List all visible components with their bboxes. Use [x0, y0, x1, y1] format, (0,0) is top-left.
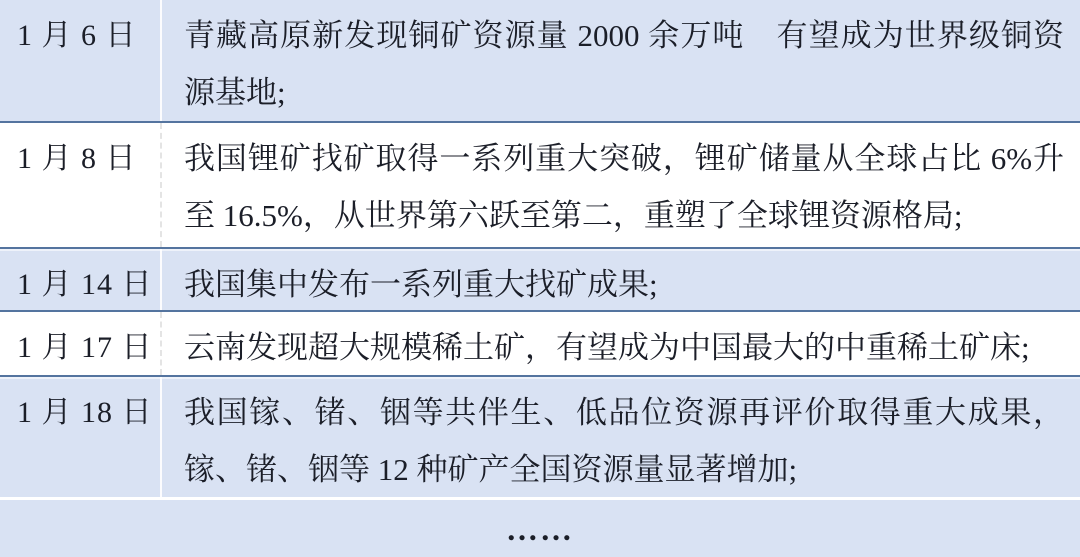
date-cell: 1 月 6 日	[0, 0, 162, 121]
event-cell: 我国锂矿找矿取得一系列重大突破，锂矿储量从全球占比 6%升至 16.5%，从世界第六跃至第二，重塑了全球锂资源格局;	[184, 141, 1064, 233]
table-row	[0, 247, 1080, 310]
ellipsis-text: ……	[506, 511, 574, 547]
table-row-ellipsis	[0, 497, 1080, 557]
event-cell: 青藏高原新发现铜矿资源量 2000 余万吨 有望成为世界级铜资源基地;	[184, 18, 1064, 110]
event-cell: 我国镓、锗、铟等共伴生、低品位资源再评价取得重大成果，镓、锗、铟等 12 种矿产全国资源量显著增加;	[184, 395, 1064, 487]
table-row	[0, 310, 1080, 375]
table-row	[0, 121, 1080, 247]
table-row	[0, 0, 1080, 121]
table-row	[0, 375, 1080, 497]
event-cell: 云南发现超大规模稀土矿，有望成为中国最大的中重稀土矿床;	[184, 330, 1030, 365]
event-cell: 我国集中发布一系列重大找矿成果;	[184, 267, 658, 302]
date-cell: 1 月 8 日	[0, 123, 162, 247]
date-cell: 1 月 14 日	[0, 249, 162, 310]
date-cell: 1 月 17 日	[0, 312, 162, 375]
date-cell: 1 月 18 日	[0, 377, 162, 497]
